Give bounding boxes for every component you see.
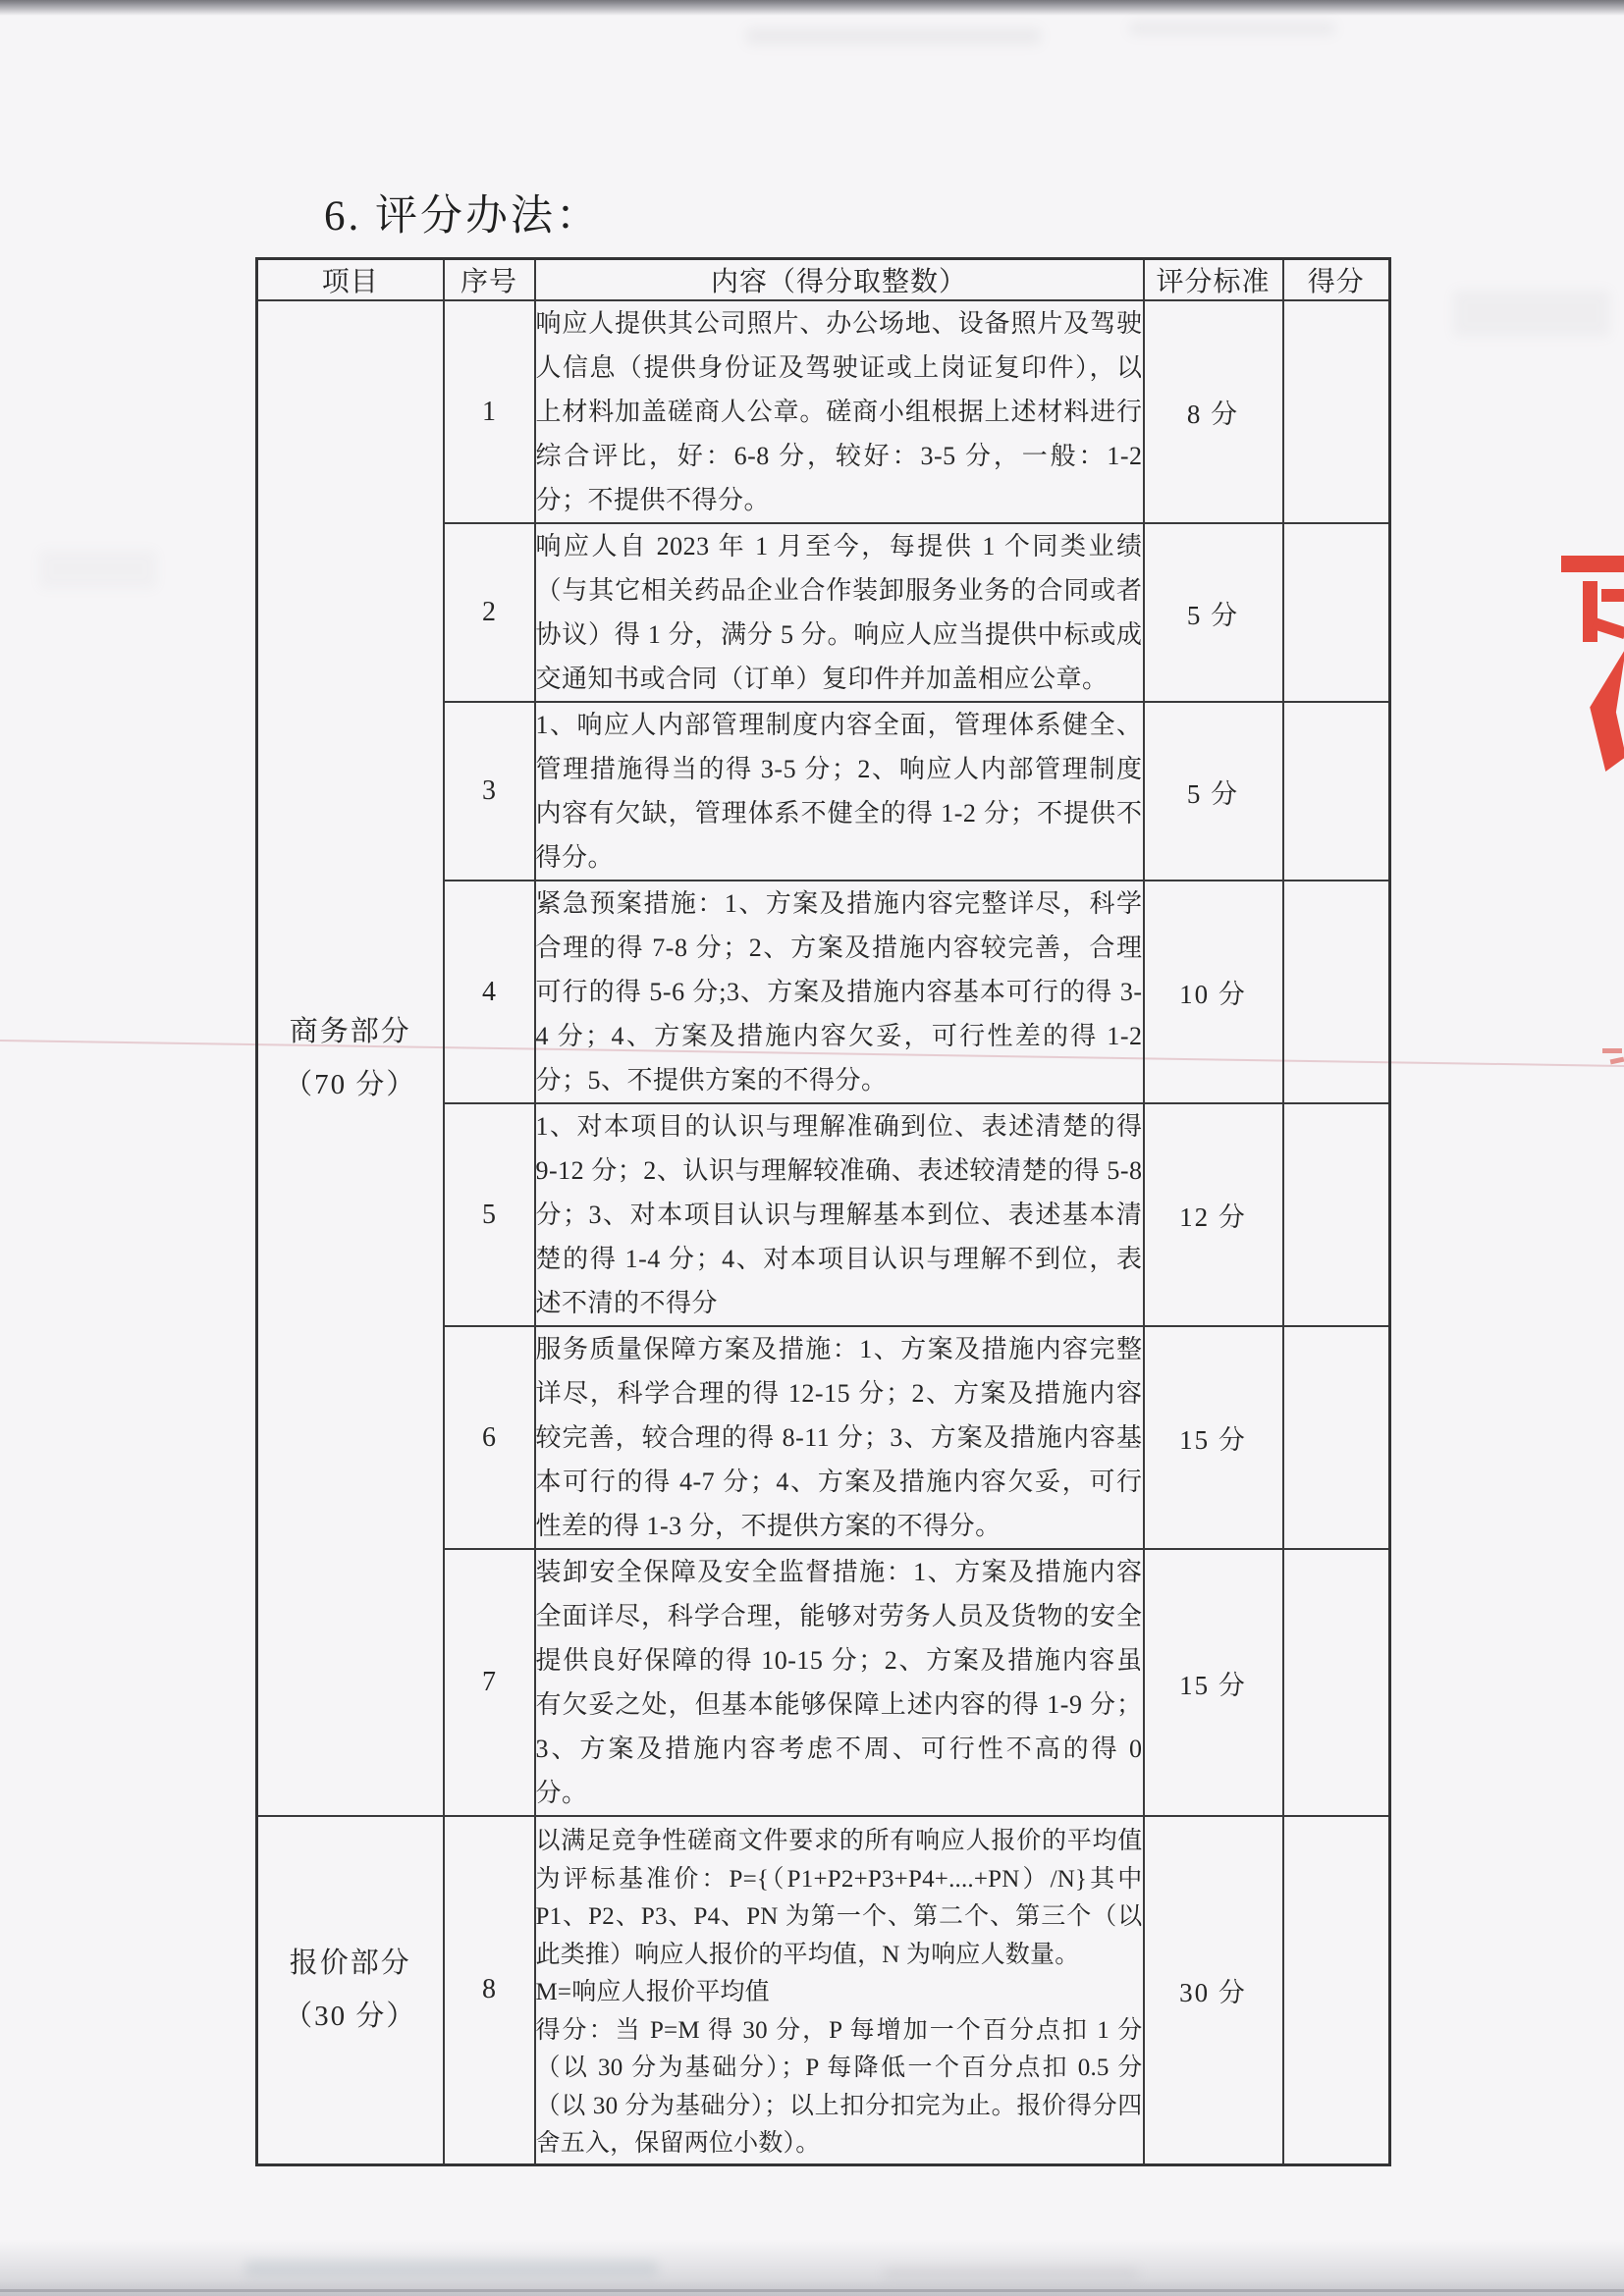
stamp-stroke [1583, 581, 1597, 642]
content-cell: 装卸安全保障及安全监督措施：1、方案及措施内容全面详尽，科学合理，能够对劳务人员及货物的安全提供良好保障的得 10-15 分；2、方案及措施内容虽有欠妥之处，但基本能够保障上述内容的得 1-9 分；3、方案及措施内容考虑不周、可行性不高的得 0 分。 [535, 1549, 1144, 1816]
stamp-stroke [1610, 1057, 1624, 1065]
stamp-blob [1581, 648, 1624, 772]
table-row [257, 1816, 1390, 2164]
bleedthrough-smudge [39, 550, 157, 589]
table-header-row [257, 259, 1390, 301]
header-score: 得分 [1283, 259, 1390, 301]
criteria-cell: 5 分 [1144, 523, 1283, 702]
criteria-cell: 5 分 [1144, 702, 1283, 881]
section-points: （70 分） [284, 1069, 417, 1100]
seq-cell: 1 [444, 300, 535, 523]
red-stamp-fragment [1555, 542, 1624, 777]
section-points: （30 分） [284, 2001, 417, 2033]
bleedthrough-smudge [746, 27, 1041, 45]
score-cell-empty [1283, 1549, 1390, 1816]
score-cell-empty [1283, 881, 1390, 1103]
stamp-stroke [1602, 1048, 1622, 1053]
criteria-cell: 8 分 [1144, 300, 1283, 523]
header-project: 项目 [257, 259, 444, 301]
section-name: 商务部分 [289, 1016, 411, 1047]
stamp-stroke [1601, 589, 1624, 602]
red-ink-mark [1602, 1046, 1624, 1070]
content-cell: 响应人提供其公司照片、办公场地、设备照片及驾驶人信息（提供身份证及驾驶证或上岗证复印件），以上材料加盖磋商人公章。磋商小组根据上述材料进行综合评比，好：6-8 分，较好：3-5 分，一般：1-2 分；不提供不得分。 [535, 300, 1144, 523]
score-cell-empty [1283, 1816, 1390, 2164]
seq-cell: 4 [444, 881, 535, 1103]
scan-bottom-line [0, 2289, 1624, 2292]
seq-cell: 8 [444, 1816, 535, 2164]
content-cell: 服务质量保障方案及措施：1、方案及措施内容完整详尽，科学合理的得 12-15 分；2、方案及措施内容较完善，较合理的得 8-11 分；3、方案及措施内容基本可行的得 4-7 分；4、方案及措施内容欠妥，可行性差的得 1-3 分，不提供方案的不得分。 [535, 1326, 1144, 1549]
seq-cell: 5 [444, 1103, 535, 1326]
scan-top-edge [0, 0, 1624, 16]
content-paragraph: M=响应人报价平均值 [535, 1979, 770, 2005]
scan-bottom-edge [0, 2240, 1624, 2296]
content-paragraph: 得分：当 P=M 得 30 分，P 每增加一个百分点扣 1 分（以 30 分为基础分）；P 每降低一个百分点扣 0.5 分（以 30 分为基础分）；以上扣分扣完为止。报价得分四舍五入，保留两位小数）。 [535, 2016, 1143, 2157]
seq-cell: 3 [444, 702, 535, 881]
scoring-method-table [255, 257, 1391, 2166]
bleedthrough-smudge [245, 2261, 658, 2276]
content-cell [535, 1816, 1144, 2164]
bleedthrough-smudge [1453, 290, 1610, 337]
section-label-business [257, 300, 444, 1816]
criteria-cell: 15 分 [1144, 1549, 1283, 1816]
score-cell-empty [1283, 523, 1390, 702]
content-cell: 1、响应人内部管理制度内容全面，管理体系健全、管理措施得当的得 3-5 分；2、响应人内部管理制度内容有欠缺，管理体系不健全的得 1-2 分；不提供不得分。 [535, 702, 1144, 881]
score-cell-empty [1283, 300, 1390, 523]
section-label-quote [257, 1816, 444, 2164]
stamp-stroke [1561, 556, 1624, 572]
header-seq: 序号 [444, 259, 535, 301]
criteria-cell: 10 分 [1144, 881, 1283, 1103]
content-paragraph: 以满足竞争性磋商文件要求的所有响应人报价的平均值为评标基准价：P={（P1+P2+P3+P4+....+PN）/N}其中 P1、P2、P3、P4、PN 为第一个、第二个、第三个（以此类推）响应人报价的平均值，N 为响应人数量。 [535, 1828, 1143, 1968]
section-title: 6. 评分办法： [324, 193, 601, 240]
content-cell: 紧急预案措施：1、方案及措施内容完整详尽，科学合理的得 7-8 分；2、方案及措施内容较完善，合理可行的得 5-6 分;3、方案及措施内容基本可行的得 3-4 分；4、方案及措施内容欠妥，可行性差的得 1-2 分；5、不提供方案的不得分。 [535, 881, 1144, 1103]
bleedthrough-smudge [1129, 22, 1335, 35]
seq-cell: 2 [444, 523, 535, 702]
score-cell-empty [1283, 1326, 1390, 1549]
score-cell-empty [1283, 702, 1390, 881]
criteria-cell: 15 分 [1144, 1326, 1283, 1549]
score-cell-empty [1283, 1103, 1390, 1326]
content-cell: 响应人自 2023 年 1 月至今，每提供 1 个同类业绩（与其它相关药品企业合作装卸服务业务的合同或者协议）得 1 分，满分 5 分。响应人应当提供中标或成交通知书或合同（订单）复印件并加盖相应公章。 [535, 523, 1144, 702]
seq-cell: 7 [444, 1549, 535, 1816]
seq-cell: 6 [444, 1326, 535, 1549]
table-row [257, 300, 1390, 523]
bleedthrough-smudge [884, 2268, 1139, 2279]
section-name: 报价部分 [289, 1948, 411, 1980]
criteria-cell: 12 分 [1144, 1103, 1283, 1326]
content-cell: 1、对本项目的认识与理解准确到位、表述清楚的得 9-12 分；2、认识与理解较准确、表述较清楚的得 5-8 分；3、对本项目认识与理解基本到位、表述基本清楚的得 1-4 分；4、对本项目认识与理解不到位，表述不清的不得分 [535, 1103, 1144, 1326]
header-content: 内容（得分取整数） [535, 259, 1144, 301]
header-criteria: 评分标准 [1144, 259, 1283, 301]
criteria-cell: 30 分 [1144, 1816, 1283, 2164]
